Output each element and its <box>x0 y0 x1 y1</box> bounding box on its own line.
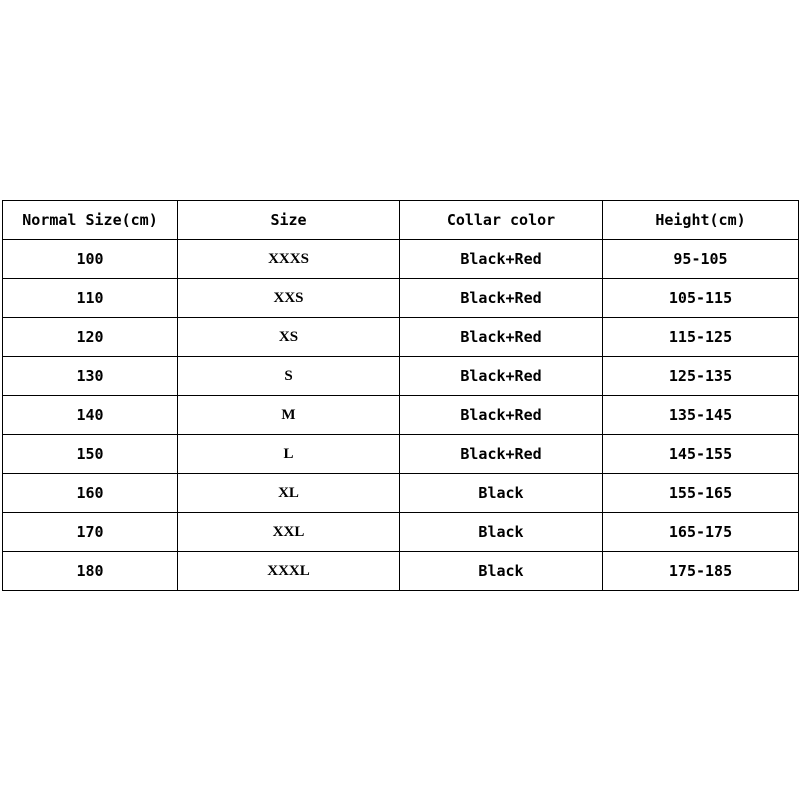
collar-color-cell: Black+Red <box>400 357 603 396</box>
normal-size-cell: 130 <box>3 357 178 396</box>
size-cell: M <box>178 396 400 435</box>
header-row <box>3 201 799 240</box>
normal-size-cell: 150 <box>3 435 178 474</box>
header-height: Height(cm) <box>603 201 799 240</box>
table-row <box>3 318 799 357</box>
height-cell: 135-145 <box>603 396 799 435</box>
table-row <box>3 513 799 552</box>
header-normal-size: Normal Size(cm) <box>3 201 178 240</box>
table-row <box>3 552 799 591</box>
height-cell: 115-125 <box>603 318 799 357</box>
normal-size-cell: 170 <box>3 513 178 552</box>
size-cell: XL <box>178 474 400 513</box>
header-collar-color: Collar color <box>400 201 603 240</box>
height-cell: 125-135 <box>603 357 799 396</box>
table-row <box>3 474 799 513</box>
collar-color-cell: Black+Red <box>400 435 603 474</box>
normal-size-cell: 140 <box>3 396 178 435</box>
collar-color-cell: Black+Red <box>400 279 603 318</box>
table-row <box>3 240 799 279</box>
size-cell: XXS <box>178 279 400 318</box>
collar-color-cell: Black <box>400 474 603 513</box>
collar-color-cell: Black+Red <box>400 318 603 357</box>
table-body <box>3 240 799 591</box>
size-cell: XS <box>178 318 400 357</box>
normal-size-cell: 180 <box>3 552 178 591</box>
size-cell: XXXS <box>178 240 400 279</box>
table-row <box>3 357 799 396</box>
size-cell: S <box>178 357 400 396</box>
normal-size-cell: 110 <box>3 279 178 318</box>
table-row <box>3 396 799 435</box>
table-row <box>3 435 799 474</box>
height-cell: 95-105 <box>603 240 799 279</box>
height-cell: 165-175 <box>603 513 799 552</box>
size-cell: XXXL <box>178 552 400 591</box>
height-cell: 155-165 <box>603 474 799 513</box>
height-cell: 145-155 <box>603 435 799 474</box>
collar-color-cell: Black+Red <box>400 396 603 435</box>
height-cell: 105-115 <box>603 279 799 318</box>
collar-color-cell: Black <box>400 513 603 552</box>
header-size: Size <box>178 201 400 240</box>
size-cell: L <box>178 435 400 474</box>
collar-color-cell: Black+Red <box>400 240 603 279</box>
size-cell: XXL <box>178 513 400 552</box>
normal-size-cell: 100 <box>3 240 178 279</box>
table-row <box>3 279 799 318</box>
size-chart-table <box>2 200 799 591</box>
collar-color-cell: Black <box>400 552 603 591</box>
normal-size-cell: 120 <box>3 318 178 357</box>
normal-size-cell: 160 <box>3 474 178 513</box>
height-cell: 175-185 <box>603 552 799 591</box>
table-header <box>3 201 799 240</box>
